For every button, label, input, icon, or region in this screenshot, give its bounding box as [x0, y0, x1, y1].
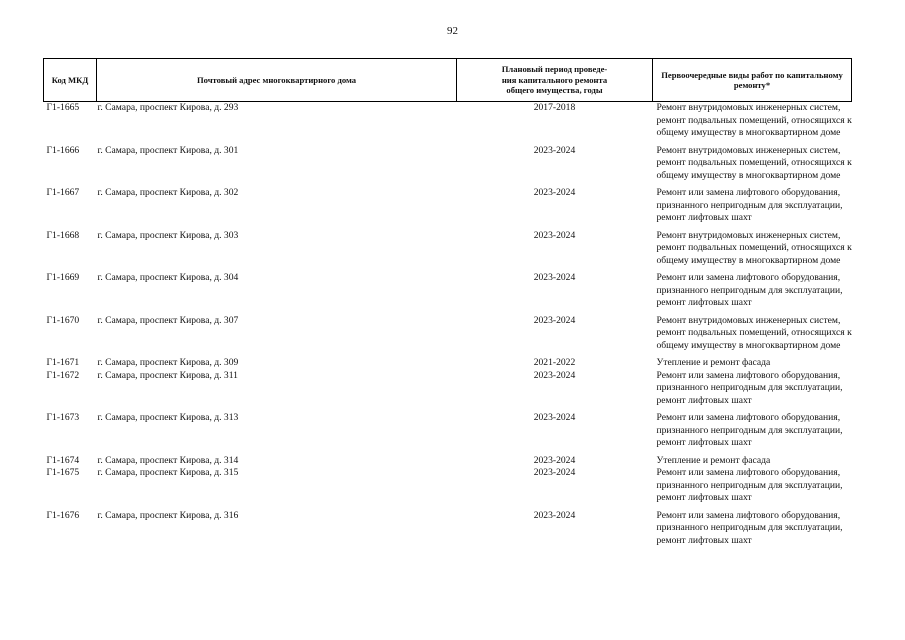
row-works-line: общему имуществу в многоквартирном доме: [656, 254, 841, 266]
row-works-line: общему имуществу в многоквартирном доме: [656, 339, 841, 351]
row-works-line: Утепление и ремонт фасада: [656, 454, 771, 466]
row-address: г. Самара, проспект Кирова, д. 293: [97, 102, 239, 113]
row-period: 2023-2024: [533, 369, 576, 381]
row-period: 2023-2024: [533, 229, 576, 241]
header-works-line: ремонту*: [733, 80, 771, 90]
row-works-line: признанного непригодным для эксплуатации,: [656, 284, 843, 296]
page-number: 92: [447, 25, 458, 37]
row-works-line: Ремонт внутридомовых инженерных систем,: [656, 102, 841, 113]
table-row: [44, 510, 852, 553]
row-period: 2023-2024: [533, 272, 576, 283]
table-row: [44, 357, 852, 370]
row-works-line: признанного непригодным для эксплуатации,: [656, 199, 843, 211]
table-row: [44, 370, 852, 413]
table-row: [44, 272, 852, 315]
row-works: [653, 467, 852, 510]
row-address: г. Самара, проспект Кирова, д. 307: [97, 314, 239, 326]
row-works-line: Ремонт или замена лифтового оборудования,: [656, 272, 841, 283]
row-code: Г1-1674: [46, 454, 80, 466]
row-works: [653, 102, 852, 145]
row-works: [653, 370, 852, 413]
row-code: Г1-1666: [46, 144, 80, 156]
row-works: [653, 510, 852, 553]
row-address: г. Самара, проспект Кирова, д. 316: [97, 509, 239, 521]
capital-repair-table: [43, 58, 852, 552]
row-period: 2023-2024: [533, 144, 576, 156]
table-row: [44, 412, 852, 455]
row-works: [653, 230, 852, 273]
table-row: [44, 187, 852, 230]
header-period-line: Плановый период проведе-: [501, 64, 608, 75]
table-row: [44, 230, 852, 273]
table-header: [44, 59, 852, 102]
row-works-line: общему имуществу в многоквартирном доме: [656, 169, 841, 181]
row-works: [653, 315, 852, 358]
header-code: Код МКД: [44, 59, 97, 102]
row-code: Г1-1676: [46, 509, 80, 521]
table-row: [44, 467, 852, 510]
row-works: [653, 412, 852, 455]
table-body: [44, 102, 852, 553]
row-works-line: Ремонт или замена лифтового оборудования,: [656, 369, 841, 381]
row-works-line: Ремонт или замена лифтового оборудования,: [656, 412, 841, 423]
row-address: г. Самара, проспект Кирова, д. 315: [97, 467, 239, 478]
row-works-line: ремонт лифтовых шахт: [656, 534, 752, 546]
row-works-line: Ремонт внутридомовых инженерных систем,: [656, 144, 841, 156]
row-works-line: ремонт лифтовых шахт: [656, 394, 752, 406]
row-code: Г1-1667: [46, 187, 80, 198]
row-works-line: ремонт лифтовых шахт: [656, 437, 752, 448]
row-works-line: признанного непригодным для эксплуатации,: [656, 522, 843, 533]
row-code: Г1-1672: [46, 369, 80, 381]
row-period: 2023-2024: [533, 467, 576, 478]
row-works-line: Ремонт или замена лифтового оборудования,: [656, 509, 841, 521]
row-code: Г1-1670: [46, 314, 80, 326]
row-works: [653, 272, 852, 315]
row-works-line: Ремонт внутридомовых инженерных систем,: [656, 229, 841, 241]
row-code: Г1-1675: [46, 467, 80, 478]
row-period: 2023-2024: [533, 412, 576, 423]
row-works-line: ремонт подвальных помещений, относящихся к: [656, 242, 852, 253]
table-row: [44, 145, 852, 188]
row-works: [653, 145, 852, 188]
row-address: г. Самара, проспект Кирова, д. 314: [97, 454, 239, 466]
row-address: г. Самара, проспект Кирова, д. 313: [97, 412, 239, 423]
row-works-line: ремонт подвальных помещений, относящихся к: [656, 114, 852, 126]
row-works-line: ремонт подвальных помещений, относящихся к: [656, 157, 852, 168]
row-code: Г1-1668: [46, 229, 80, 241]
row-works-line: признанного непригодным для эксплуатации,: [656, 479, 843, 491]
header-works-line: Первоочередные виды работ по капитальному: [661, 69, 843, 80]
row-period: 2023-2024: [533, 454, 576, 466]
row-works-line: ремонт лифтовых шахт: [656, 297, 752, 308]
row-works-line: признанного непригодным для эксплуатации,: [656, 424, 843, 436]
header-works: [653, 59, 852, 102]
row-period: 2023-2024: [533, 187, 576, 198]
row-period: 2021-2022: [533, 357, 576, 368]
row-works: [653, 357, 852, 370]
row-code: Г1-1673: [46, 412, 80, 423]
row-code: Г1-1671: [46, 357, 80, 368]
table-row: [44, 102, 852, 145]
row-period: 2023-2024: [533, 509, 576, 521]
row-works-line: Ремонт или замена лифтового оборудования,: [656, 187, 841, 198]
table-row: [44, 455, 852, 468]
row-period: 2017-2018: [533, 102, 576, 113]
row-address: г. Самара, проспект Кирова, д. 304: [97, 272, 239, 283]
row-address: г. Самара, проспект Кирова, д. 311: [97, 369, 238, 381]
row-works-line: ремонт лифтовых шахт: [656, 492, 752, 503]
header-period-line: общего имущества, годы: [506, 85, 603, 96]
row-address: г. Самара, проспект Кирова, д. 302: [97, 187, 239, 198]
row-works-line: признанного непригодным для эксплуатации,: [656, 382, 843, 393]
header-address: Почтовый адрес многоквартирного дома: [97, 59, 457, 102]
row-code: Г1-1669: [46, 272, 80, 283]
row-code: Г1-1665: [46, 102, 80, 113]
row-address: г. Самара, проспект Кирова, д. 301: [97, 144, 239, 156]
row-period: 2023-2024: [533, 314, 576, 326]
row-works-line: ремонт лифтовых шахт: [656, 212, 752, 223]
table-row: [44, 315, 852, 358]
row-works: [653, 187, 852, 230]
header-period-line: ния капитального ремонта: [501, 74, 608, 85]
row-works: [653, 455, 852, 468]
row-address: г. Самара, проспект Кирова, д. 309: [97, 357, 239, 368]
row-works-line: Утепление и ремонт фасада: [656, 357, 771, 368]
row-works-line: Ремонт внутридомовых инженерных систем,: [656, 314, 841, 326]
row-works-line: ремонт подвальных помещений, относящихся к: [656, 327, 852, 338]
row-works-line: общему имуществу в многоквартирном доме: [656, 127, 841, 138]
row-address: г. Самара, проспект Кирова, д. 303: [97, 229, 239, 241]
row-works-line: Ремонт или замена лифтового оборудования,: [656, 467, 841, 478]
header-period: [457, 59, 653, 102]
